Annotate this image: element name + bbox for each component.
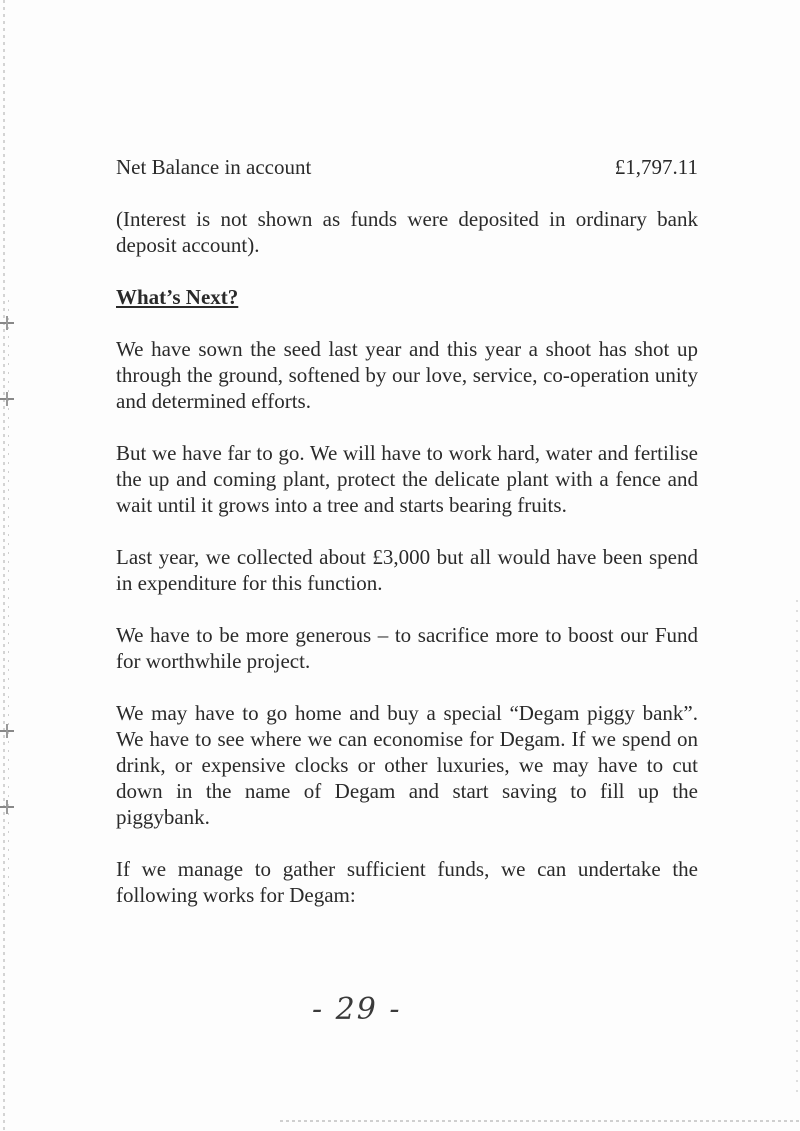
- balance-row: [116, 154, 698, 180]
- paragraph: Last year, we collected about £3,000 but all would have been spend in expenditure for this function.: [116, 545, 698, 595]
- scan-edge-mark: [3, 0, 5, 1131]
- scan-edge-mark: [796, 600, 798, 1100]
- section-heading: What’s Next?: [116, 285, 239, 309]
- paragraph: If we manage to gather sufficient funds, we can undertake the following works for Degam:: [116, 857, 698, 907]
- paragraph: We have to be more generous – to sacrifice more to boost our Fund for worthwhile project.: [116, 623, 698, 673]
- punch-hole-mark: [0, 806, 14, 808]
- balance-label: Net Balance in account: [116, 155, 312, 179]
- paragraph: We have sown the seed last year and this year a shoot has shot up through the ground, softened by our love, service, co-operation unity and determined efforts.: [116, 337, 698, 413]
- punch-hole-mark: [0, 322, 14, 324]
- scan-edge-mark: [8, 300, 9, 900]
- paragraph: But we have far to go. We will have to work hard, water and fertilise the up and coming plant, protect the delicate plant with a fence and wait until it grows into a tree and starts bearing fruits.: [116, 441, 698, 517]
- punch-hole-mark: [0, 398, 14, 400]
- document-body: [116, 154, 698, 934]
- punch-hole-mark: [0, 730, 14, 732]
- interest-note: (Interest is not shown as funds were deposited in ordinary bank deposit account).: [116, 207, 698, 257]
- balance-amount: £1,797.11: [614, 155, 698, 179]
- page-number: - 29 -: [312, 992, 402, 1027]
- paragraph: We may have to go home and buy a special “Degam piggy bank”. We have to see where we can economise for Degam. If we spend on drink, or expensive clocks or other luxuries, we may have to cut down in the name of Degam and start saving to fill up the piggybank.: [116, 701, 698, 829]
- scan-edge-mark: [280, 1120, 800, 1122]
